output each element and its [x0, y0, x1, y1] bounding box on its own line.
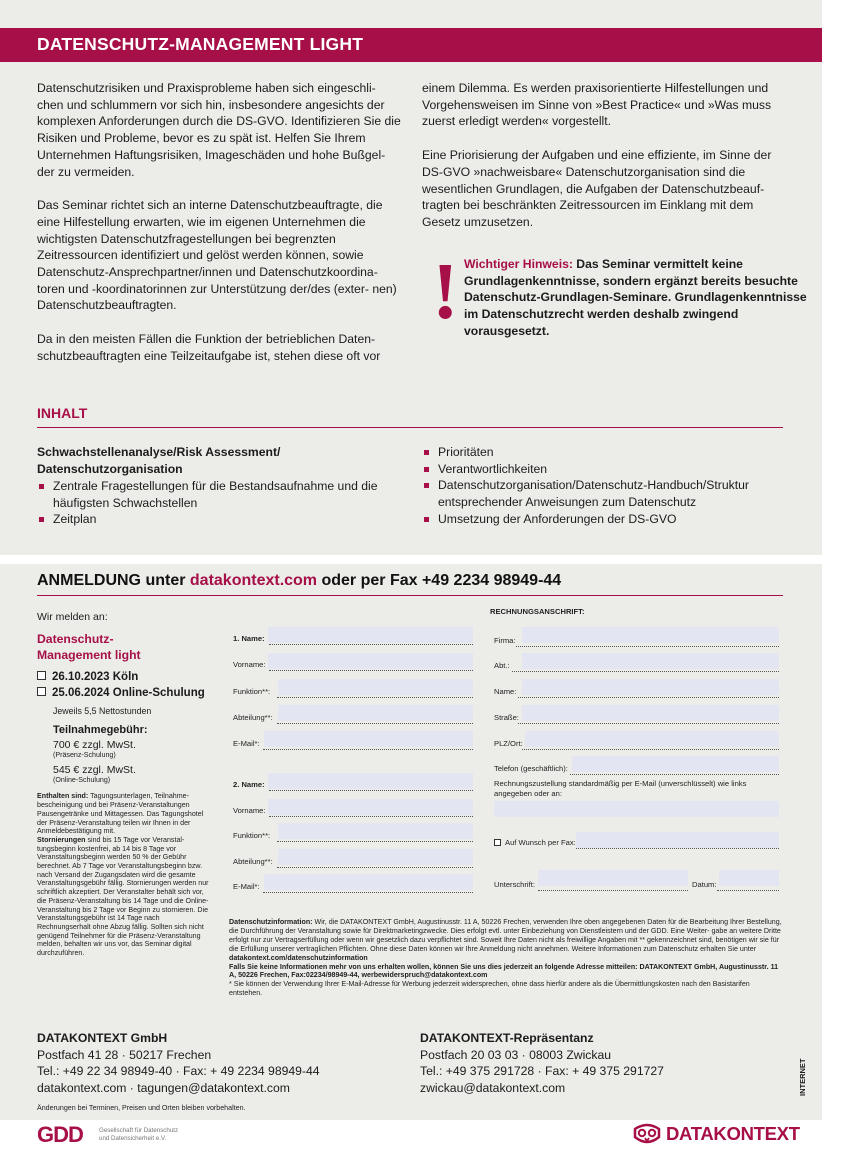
footer-note: Änderungen bei Terminen, Preisen und Orten bleiben vorbehalten. [37, 1104, 246, 1112]
gdd-logo-subtitle [99, 1127, 178, 1142]
seminar-name-line: Management light [37, 648, 141, 662]
dotted-line [277, 696, 473, 698]
field-label: E-Mail*: [233, 739, 260, 748]
title-banner [0, 28, 822, 62]
registration-url-link[interactable]: datakontext.com [189, 572, 318, 589]
list-item: Umsetzung der Anforderungen der DS-GVO [422, 511, 792, 528]
intro-paragraph: Datenschutzrisiken und Praxisprobleme haben sich eingeschli- chen und schlummern vor sich hin, insbesondere angesichts der komplexen Anforderungen durch die DS-GVO. Identifizieren Sie die Risiken und Probleme, bevor es zu spät ist. Helfen Sie Ihrem Unternehmen Haftungsrisiken, Imageschäden und hohe Bußgel- der zu vermeiden. [37, 81, 401, 179]
dotted-line [263, 891, 473, 893]
billing-department-input[interactable] [522, 653, 779, 669]
description-panel [0, 0, 822, 555]
notice-body: Das Seminar vermittelt keine Grundlagenkenntnisse, sondern ergänzt bereits besuchte Datenschutz-Grundlagen-Seminare. Grundlagenkenntnisse im Datenschutzrecht werden deshalb zwingend vorausgesetzt. [464, 257, 807, 338]
privacy-info [229, 918, 784, 998]
fee-onsite: 700 € zzgl. MwSt. [53, 739, 136, 751]
gdd-subtitle-line: Gesellschaft für Datenschutz [99, 1127, 179, 1134]
checkbox[interactable] [37, 671, 46, 680]
contact-email-link[interactable]: zwickau@datakontext.com [420, 1081, 566, 1096]
field-label: Straße: [494, 713, 519, 722]
date-label: 26.10.2023 Köln [52, 671, 139, 683]
contact-title: DATAKONTEXT GmbH [37, 1031, 168, 1045]
person1-email-input[interactable] [264, 731, 473, 747]
dotted-line [512, 670, 779, 672]
dotted-line [538, 889, 688, 891]
field-label: Funktion**: [233, 831, 271, 840]
dotted-line [522, 748, 779, 750]
list-item: Prioritäten [422, 444, 792, 461]
contents-list-right [422, 444, 792, 528]
dotted-line [269, 789, 473, 791]
gdd-logo-text: GDD [37, 1122, 83, 1147]
field-label: Funktion**: [233, 687, 271, 696]
hours-note: Jeweils 5,5 Nettostunden [53, 706, 152, 716]
field-label: 2. Name: [233, 780, 265, 789]
dotted-line [277, 840, 473, 842]
list-item: Verantwortlichkeiten [422, 461, 792, 478]
dotted-line [717, 889, 779, 891]
contact-email-link[interactable]: datakontext.com · tagungen@datakontext.com [37, 1081, 290, 1096]
billing-street-input[interactable] [522, 705, 779, 721]
contact-address: Postfach 20 03 03 · 08003 Zwickau [420, 1047, 612, 1062]
person2-department-input[interactable] [278, 849, 473, 865]
billing-name-input[interactable] [522, 679, 779, 695]
privacy-optout: Falls Sie keine Informationen mehr von uns erhalten wollen, können Sie uns dies jederzeit an folgende Adresse mitteilen: DATAKONTEXT GmbH, Augustinusstr. 11 A, 50226 Frechen, Fax:02234/98949-44, werbewiderspruch@datakontext.com [229, 962, 779, 980]
billing-phone-input[interactable] [572, 756, 779, 772]
intro-paragraph: Das Seminar richtet sich an interne Datenschutzbeauftragte, die eine Hilfestellung erwarten, wie im eigenen Unternehmen die wichtigsten Datenschutzfragestellungen bei begrenzten Zeitressourcen identifiziert und gelöst werden können, sowie Datenschutz-Ansprechpartner/innen und Datenschutzkoordina- toren und -koordinatorinnen zur Unterstützung der/des (exter- nen) Datenschutzbeauftragten. [37, 198, 397, 313]
contents-subheading: Schwachstellenanalyse/Risk Assessment/ Datenschutzorganisation [37, 445, 281, 476]
date-field-label: Datum: [692, 880, 717, 889]
checkbox[interactable] [494, 839, 501, 846]
fee-title: Teilnahmegebühr: [53, 724, 148, 736]
notice-label: Wichtiger Hinweis: [464, 257, 573, 271]
vertical-label: INTERNET [798, 1058, 807, 1096]
cancellation-body: sind bis 15 Tage vor Veranstal- tungsbeginn kostenfrei, ab 14 bis 8 Tage vor Veranstaltungsbeginn werden 50 % der Gebühr berechnet. Ab 7 Tage vor Veranstaltungsbeginn bzw. nach Versand der Zugangsdaten wird die gesamte Veranstaltungsgebühr fällig. Stornierungen werden nur schriftlich akzeptiert. Der Veranstalter behält sich vor, die Präsenz-Veranstaltung bis 14 Tage und die Online-Veranstaltung bis 2 Tage vor Beginn zu stornieren. Die Veranstaltungsgebühr ist 14 Tage nach Rechnungserhalt ohne Abzug fällig. Sollten sich nicht genügend Teilnehmer für die Präsenz-Veranstaltung melden, behalten wir uns vor, das Seminar digital durchzuführen. [37, 835, 209, 958]
fee-online-note: (Online-Schulung) [53, 775, 111, 784]
fax-label: Auf Wunsch per Fax: [505, 838, 576, 847]
fax-input[interactable] [576, 832, 779, 848]
seminar-name-line: Datenschutz- [37, 632, 114, 646]
intro-left-column [37, 80, 402, 382]
dotted-line [518, 696, 779, 698]
field-label: Firma: [494, 636, 516, 645]
contents-heading: INHALT [37, 405, 88, 421]
datakontext-logo [632, 1122, 822, 1148]
billing-company-input[interactable] [522, 627, 779, 643]
contact-phone: Tel.: +49 22 34 98949-40 · Fax: + 49 2234 98949-44 [37, 1064, 320, 1079]
dotted-line [570, 773, 779, 775]
billing-title: RECHNUNGSANSCHRIFT: [490, 607, 585, 616]
cancellation-label: Stornierungen [37, 835, 86, 844]
registration-title-pre: ANMELDUNG unter [37, 572, 190, 589]
page-title: DATENSCHUTZ-MANAGEMENT LIGHT [37, 34, 364, 54]
field-label: Abteilung**: [233, 857, 273, 866]
person1-name-input[interactable] [268, 627, 473, 643]
fee-online: 545 € zzgl. MwSt. [53, 763, 136, 776]
registration-title-post: oder per Fax +49 2234 98949-44 [317, 572, 562, 589]
list-item: Zeitplan [37, 511, 402, 528]
gdd-logo [37, 1124, 237, 1146]
divider [37, 427, 783, 428]
contact-phone: Tel.: +49 375 291728 · Fax: + 49 375 291727 [420, 1064, 664, 1079]
field-label: E-Mail*: [233, 882, 260, 891]
dotted-line [277, 722, 473, 724]
terms-body: Tagungsunterlagen, Teilnahme- bescheinigung und bei Präsenz-Veranstaltungen Pausengetränke und Mittagessen. Das Tagungshotel der Präsenz-Veranstaltung teilen wir Ihnen in der Anmeldebestätigung mit. [37, 792, 204, 836]
contact-address: Postfach 41 28 · 50217 Frechen [37, 1047, 212, 1062]
notice-text [464, 256, 809, 340]
dotted-line [518, 722, 779, 724]
owl-icon [632, 1123, 662, 1145]
checkbox[interactable] [37, 687, 46, 696]
person2-function-input[interactable] [278, 823, 473, 839]
contents-list-left [37, 478, 402, 528]
divider [37, 595, 783, 596]
person1-firstname-input[interactable] [268, 653, 473, 669]
privacy-body: Wir, die DATAKONTEXT GmbH, Augustinusstr. 11 A, 50226 Frechen, verwenden Ihre oben angegebenen Daten für die Bearbeitung Ihrer Bestellung, die Durchführung der Veranstaltung sowie für Direktmarketingzwecke. Dies erfolgt evtl. unter Einbeziehung von Dienstleistern und der GDD. Eine Weiter- gabe an weitere Dritte erfolgt nur zur Vertragserfüllung oder wenn wir gesetzlich dazu verpflichtet sind. Soweit Ihre Daten nicht als freiwillige Angaben mit ** gekennzeichnet sind, benötigen wir sie für die Erfüllung unserer vertraglichen Pflichten. Ohne diese Daten können wir Ihre Anmeldung nicht annehmen. Weitere Informationen zum Datenschutz erhalten Sie unter [229, 918, 782, 953]
field-label: Name: [494, 687, 517, 696]
contact-zwickau [420, 1030, 664, 1097]
person1-department-input[interactable] [278, 705, 473, 721]
register-intro: Wir melden an: [37, 611, 108, 623]
intro-right-column [422, 80, 787, 248]
field-label: PLZ/Ort: [494, 739, 523, 748]
privacy-footnote: * Sie können der Verwendung Ihrer E-Mail-Adresse für Werbung jederzeit widersprechen, ohne dass hierfür andere als die Übermittlungskosten nach den Basistarifen entstehen. [229, 980, 750, 998]
date-input[interactable] [719, 870, 779, 886]
fee-onsite-note: (Präsenz-Schulung) [53, 751, 116, 759]
contact-frechen [37, 1030, 320, 1097]
list-item: Zentrale Fragestellungen für die Bestandsaufnahme und die häufigsten Schwachstellen [37, 478, 402, 511]
intro-paragraph: einem Dilemma. Es werden praxisorientierte Hilfestellungen und Vorgehensweisen im Sinne von »Best Practice« und »Was muss zuerst erledigt werden« vorgestellt. [422, 81, 772, 129]
date-option-cologne[interactable] [37, 669, 215, 685]
dotted-line [269, 669, 473, 671]
person1-function-input[interactable] [278, 679, 473, 695]
dotted-line [263, 748, 473, 750]
billing-email-input[interactable] [494, 801, 779, 817]
terms-text [37, 792, 212, 957]
billing-city-input[interactable] [525, 731, 779, 747]
dotted-line [277, 866, 473, 868]
seminar-info [37, 611, 215, 958]
exclamation-icon: ! [432, 248, 459, 336]
contact-title: DATAKONTEXT-Repräsentanz [420, 1031, 594, 1045]
gdd-subtitle-line: und Datensicherheit e.V. [99, 1134, 167, 1142]
privacy-label: Datenschutzinformation: [229, 918, 313, 926]
field-label: Abt.: [494, 661, 510, 670]
list-item: Datenschutzorganisation/Datenschutz-Handbuch/Struktur entsprechender Anweisungen zum Datenschutz [422, 477, 792, 510]
person2-firstname-input[interactable] [268, 799, 473, 815]
date-option-online[interactable] [37, 685, 215, 701]
dotted-line [516, 645, 779, 647]
person2-email-input[interactable] [264, 874, 473, 890]
dotted-line [269, 643, 473, 645]
registration-title [37, 572, 561, 590]
terms-label: Enthalten sind: [37, 792, 89, 801]
field-label: Vorname: [233, 806, 266, 815]
field-label: Telefon (geschäftlich): [494, 764, 568, 773]
field-label: Abteilung**: [233, 713, 273, 722]
signature-label: Unterschrift: [494, 880, 535, 889]
privacy-link[interactable]: datakontext.com/datenschutzinformation [229, 953, 368, 962]
signature-input[interactable] [538, 870, 688, 886]
date-label: 25.06.2024 Online-Schulung [52, 687, 205, 699]
person2-name-input[interactable] [268, 773, 473, 789]
seminar-name [37, 631, 215, 663]
intro-paragraph: Da in den meisten Fällen die Funktion der betrieblichen Daten- schutzbeauftragten eine Teilzeitaufgabe ist, stehen diese oft vor [37, 332, 381, 363]
field-label: Vorname: [233, 660, 266, 669]
dotted-line [269, 815, 473, 817]
billing-note: Rechnungszustellung standardmäßig per E-Mail (unverschlüsselt) wie links angegeben oder an: [494, 779, 747, 798]
intro-paragraph: Eine Priorisierung der Aufgaben und eine effiziente, im Sinne der DS-GVO »nachweisbare« Datenschutzorganisation sind die wesentlichen Grundlagen, die Aufgaben der Datenschutzbeauf- tragten bei beschränkten Zeitressourcen im Einklang mit dem Gesetz umzusetzen. [422, 148, 772, 229]
datakontext-logo-text: DATAKONTEXT [666, 1123, 800, 1144]
field-label: 1. Name: [233, 634, 265, 643]
